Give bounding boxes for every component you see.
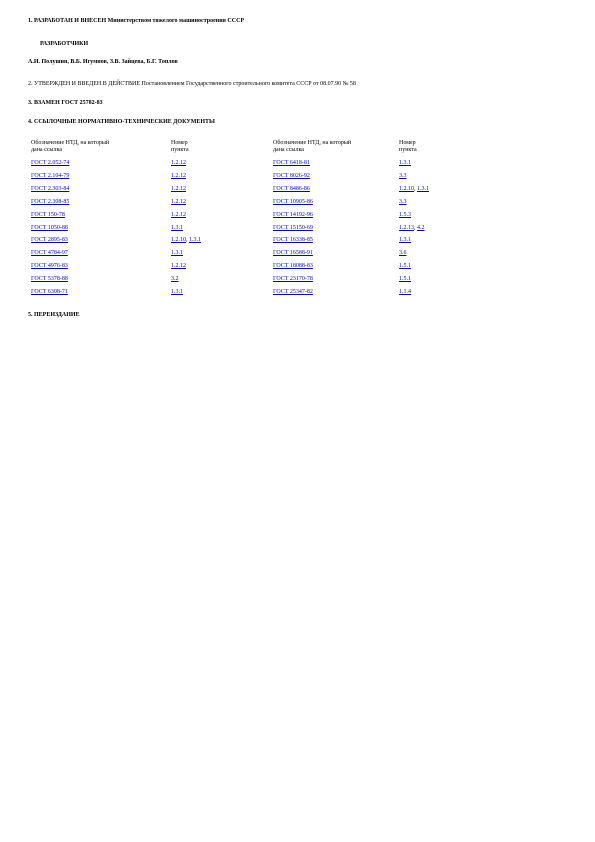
right-item-cell	[399, 263, 411, 270]
left-doc-cell	[31, 237, 68, 244]
left-doc-cell	[31, 186, 69, 193]
gost-doc-link[interactable]: ГОСТ 4976-83	[31, 263, 68, 270]
right-doc-cell	[273, 212, 313, 219]
left-doc-cell	[31, 263, 68, 270]
item-number-link[interactable]: 1.2.12	[171, 185, 186, 192]
gost-doc-link[interactable]: ГОСТ 23170-78	[273, 276, 313, 283]
left-doc-column-header	[31, 140, 109, 154]
item-number-link[interactable]: 1.2.10	[171, 237, 186, 244]
gost-doc-link[interactable]: ГОСТ 25347-82	[273, 289, 313, 295]
item-number-link[interactable]: 3.3	[399, 198, 407, 205]
item-separator: ,	[414, 185, 417, 192]
right-doc-cell	[273, 225, 313, 232]
section-4-references-heading: 4. ССЫЛОЧНЫЕ НОРМАТИВНО-ТЕХНИЧЕСКИЕ ДОКУМЕНТЫ	[28, 119, 215, 125]
item-number-link[interactable]: 4.2	[417, 224, 425, 231]
right-doc-cell	[273, 250, 313, 257]
left-item-cell	[171, 289, 183, 296]
item-number-link[interactable]: 1.2.12	[171, 160, 186, 166]
gost-doc-link[interactable]: ГОСТ 2.303-84	[31, 185, 70, 192]
header-text: Обозначение НТД, на который	[273, 140, 352, 146]
item-number-link[interactable]: 1.3.1	[399, 160, 411, 166]
left-item-cell	[171, 225, 183, 232]
gost-doc-link[interactable]: ГОСТ 4784-97	[31, 250, 68, 257]
left-doc-cell	[31, 199, 69, 206]
item-number-link[interactable]: 1.3.1	[171, 250, 183, 257]
right-doc-cell	[273, 160, 310, 167]
gost-doc-link[interactable]: ГОСТ 10905-86	[273, 198, 313, 205]
right-item-cell	[399, 160, 411, 167]
left-doc-cell	[31, 250, 68, 257]
gost-doc-link[interactable]: ГОСТ 8486-86	[273, 185, 310, 192]
left-doc-cell	[31, 173, 69, 180]
item-number-link[interactable]: 1.2.12	[171, 211, 186, 218]
right-item-cell	[399, 212, 411, 219]
item-number-link[interactable]: 1.2.12	[171, 198, 186, 205]
gost-doc-link[interactable]: ГОСТ 150-78	[31, 211, 65, 218]
header-text: дана ссылка	[31, 147, 62, 153]
left-item-cell	[171, 237, 201, 244]
table-row	[31, 225, 571, 233]
gost-doc-link[interactable]: ГОСТ 2.052-74	[31, 160, 70, 166]
left-item-cell	[171, 186, 186, 193]
item-number-link[interactable]: 1.1.4	[399, 289, 411, 295]
gost-doc-link[interactable]: ГОСТ 14192-96	[273, 211, 313, 218]
section-2-approved: 2. УТВЕРЖДЕН И ВВЕДЕН В ДЕЙСТВИЕ Постановлением Государственного строительного комитета СССР от 08.07.90 № 58	[28, 81, 356, 87]
right-item-cell	[399, 173, 407, 180]
gost-doc-link[interactable]: ГОСТ 2.104-79	[31, 172, 70, 179]
gost-doc-link[interactable]: ГОСТ 8026-92	[273, 172, 310, 179]
gost-doc-link[interactable]: ГОСТ 16338-85	[273, 237, 313, 244]
table-row	[31, 263, 571, 271]
table-row	[31, 186, 571, 194]
right-item-cell	[399, 186, 429, 193]
item-separator: ,	[186, 237, 189, 244]
right-item-column-header	[399, 140, 417, 154]
item-number-link[interactable]: 1.3.1	[171, 289, 183, 295]
item-number-link[interactable]: 1.2.10	[399, 185, 414, 192]
gost-doc-link[interactable]: ГОСТ 6308-71	[31, 289, 68, 295]
item-number-link[interactable]: 3.2	[171, 276, 179, 283]
right-item-cell	[399, 289, 411, 296]
right-doc-cell	[273, 199, 313, 206]
left-item-cell	[171, 263, 186, 270]
table-row	[31, 289, 571, 297]
right-item-cell	[399, 237, 411, 244]
item-number-link[interactable]: 1.3.1	[399, 237, 411, 244]
right-doc-cell	[273, 276, 313, 283]
section-1-developed: 1. РАЗРАБОТАН И ВНЕСЕН Министерством тяжелого машиностроения СССР	[28, 18, 245, 24]
item-number-link[interactable]: 3.6	[399, 250, 407, 257]
section-5-reissue: 5. ПЕРЕИЗДАНИЕ	[28, 312, 80, 318]
right-item-cell	[399, 199, 407, 206]
item-number-link[interactable]: 1.2.13	[399, 224, 414, 231]
left-item-cell	[171, 199, 186, 206]
right-doc-cell	[273, 237, 313, 244]
item-number-link[interactable]: 1.3.1	[171, 224, 183, 231]
table-row	[31, 250, 571, 258]
left-doc-cell	[31, 212, 65, 219]
right-doc-cell	[273, 263, 313, 270]
item-number-link[interactable]: 1.5.3	[399, 211, 411, 218]
table-row	[31, 199, 571, 207]
right-item-cell	[399, 276, 411, 283]
right-item-cell	[399, 225, 425, 232]
table-row	[31, 173, 571, 181]
right-doc-column-header	[273, 140, 351, 154]
table-row	[31, 160, 571, 168]
table-row	[31, 237, 571, 245]
header-text: пункта	[171, 147, 189, 153]
item-number-link[interactable]: 1.5.1	[399, 276, 411, 283]
header-text: Номер	[399, 140, 416, 146]
table-row	[31, 212, 571, 220]
developers-heading: РАЗРАБОТЧИКИ	[40, 41, 89, 47]
gost-doc-link[interactable]: ГОСТ 15150-69	[273, 224, 313, 231]
right-doc-cell	[273, 186, 310, 193]
header-text: Обозначение НТД, на который	[31, 140, 110, 146]
left-item-cell	[171, 173, 186, 180]
left-item-column-header	[171, 140, 189, 154]
header-text: Номер	[171, 140, 188, 146]
right-doc-cell	[273, 289, 313, 296]
developers-list: А.И. Полушин, В.Б. Игумнов, З.В. Зайцева, Б.Г. Топлов	[28, 59, 178, 65]
header-text: дана ссылка	[273, 147, 304, 153]
item-number-link[interactable]: 3.3	[399, 172, 407, 179]
gost-doc-link[interactable]: ГОСТ 1050-88	[31, 224, 68, 231]
left-item-cell	[171, 276, 179, 283]
right-doc-cell	[273, 173, 310, 180]
left-doc-cell	[31, 276, 68, 283]
item-number-link[interactable]: 1.2.12	[171, 172, 186, 179]
right-item-cell	[399, 250, 407, 257]
left-item-cell	[171, 160, 186, 167]
left-item-cell	[171, 250, 183, 257]
left-doc-cell	[31, 289, 68, 296]
gost-doc-link[interactable]: ГОСТ 6418-81	[273, 160, 310, 166]
gost-doc-link[interactable]: ГОСТ 2.308-85	[31, 198, 70, 205]
item-number-link[interactable]: 1.5.1	[399, 263, 411, 270]
header-text: пункта	[399, 147, 417, 153]
gost-doc-link[interactable]: ГОСТ 16588-91	[273, 250, 313, 257]
left-doc-cell	[31, 225, 68, 232]
item-number-link[interactable]: 1.3.1	[417, 185, 429, 192]
left-item-cell	[171, 212, 186, 219]
item-separator: ,	[414, 224, 417, 231]
left-doc-cell	[31, 160, 69, 167]
table-row	[31, 276, 571, 284]
item-number-link[interactable]: 1.2.12	[171, 263, 186, 270]
gost-doc-link[interactable]: ГОСТ 5378-88	[31, 276, 68, 283]
gost-doc-link[interactable]: ГОСТ 18088-83	[273, 263, 313, 270]
item-number-link[interactable]: 1.3.1	[189, 237, 201, 244]
gost-doc-link[interactable]: ГОСТ 2895-83	[31, 237, 68, 244]
section-3-replaces: 3. ВЗАМЕН ГОСТ 25782-83	[28, 100, 103, 106]
